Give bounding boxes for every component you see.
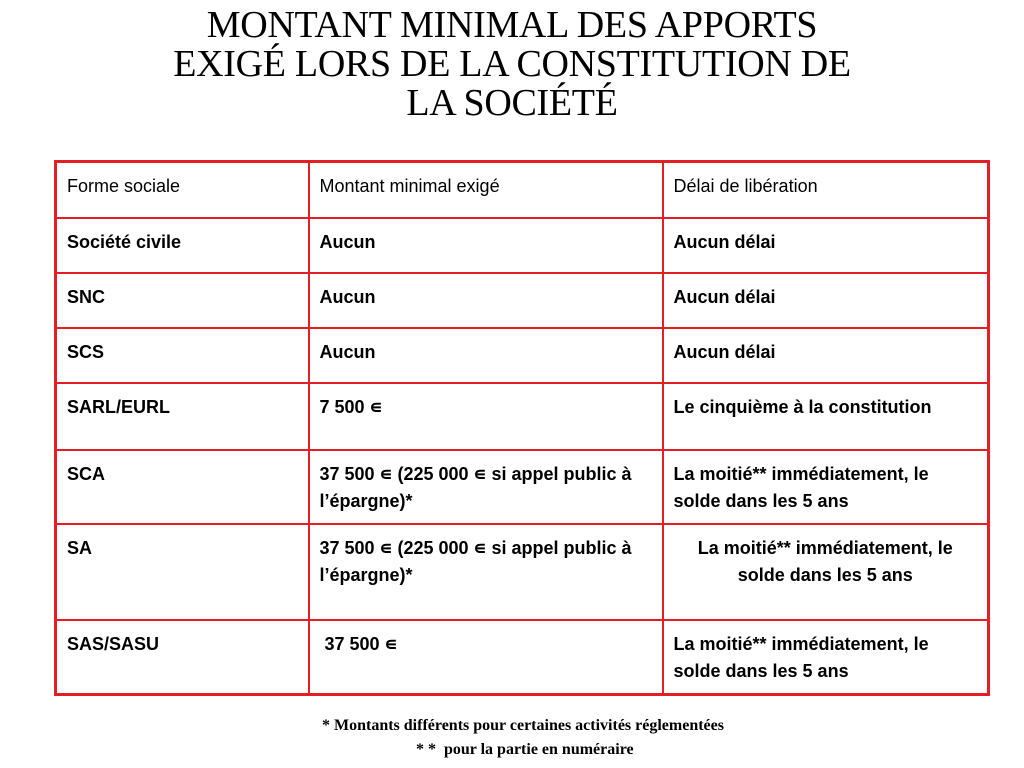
cell-forme: SARL/EURL bbox=[56, 383, 309, 450]
table-row bbox=[56, 273, 989, 328]
cell-montant: Aucun bbox=[309, 273, 663, 328]
header-delai-liberation: Délai de libération bbox=[663, 162, 989, 218]
footnote-2: * * pour la partie en numéraire bbox=[416, 741, 634, 758]
footnotes bbox=[0, 714, 1024, 762]
table-row bbox=[56, 218, 989, 273]
title-line-1: MONTANT MINIMAL DES APPORTS bbox=[206, 4, 818, 46]
cell-delai: Aucun délai bbox=[663, 328, 989, 383]
table-row bbox=[56, 383, 989, 450]
cell-forme: SCS bbox=[56, 328, 309, 383]
cell-montant: 37 500 ∊ (225 000 ∊ si appel public à l’épargne)* bbox=[309, 524, 663, 620]
footnote-1: * Montants différents pour certaines activités réglementées bbox=[322, 717, 724, 734]
page-title bbox=[0, 6, 1024, 123]
table-row bbox=[56, 450, 989, 524]
cell-forme: SCA bbox=[56, 450, 309, 524]
cell-montant: 7 500 ∊ bbox=[309, 383, 663, 450]
cell-montant: Aucun bbox=[309, 218, 663, 273]
cell-forme: SNC bbox=[56, 273, 309, 328]
cell-forme: SAS/SASU bbox=[56, 620, 309, 694]
cell-delai: La moitié** immédiatement, le solde dans les 5 ans bbox=[663, 620, 989, 694]
header-montant-minimal: Montant minimal exigé bbox=[309, 162, 663, 218]
cell-delai: Le cinquième à la constitution bbox=[663, 383, 989, 450]
cell-montant: 37 500 ∊ (225 000 ∊ si appel public à l’épargne)* bbox=[309, 450, 663, 524]
cell-forme: Société civile bbox=[56, 218, 309, 273]
table-row bbox=[56, 620, 989, 694]
contributions-table bbox=[54, 160, 990, 696]
cell-delai: La moitié** immédiatement, le solde dans les 5 ans bbox=[663, 524, 989, 620]
header-forme-sociale: Forme sociale bbox=[56, 162, 309, 218]
cell-delai: Aucun délai bbox=[663, 273, 989, 328]
table-row bbox=[56, 524, 989, 620]
table-row bbox=[56, 328, 989, 383]
cell-montant: 37 500 ∊ bbox=[309, 620, 663, 694]
cell-forme: SA bbox=[56, 524, 309, 620]
table-header-row bbox=[56, 162, 989, 218]
cell-montant: Aucun bbox=[309, 328, 663, 383]
title-line-3: LA SOCIÉTÉ bbox=[406, 82, 618, 124]
cell-delai: La moitié** immédiatement, le solde dans les 5 ans bbox=[663, 450, 989, 524]
cell-delai: Aucun délai bbox=[663, 218, 989, 273]
title-line-2: EXIGÉ LORS DE LA CONSTITUTION DE bbox=[173, 43, 851, 85]
